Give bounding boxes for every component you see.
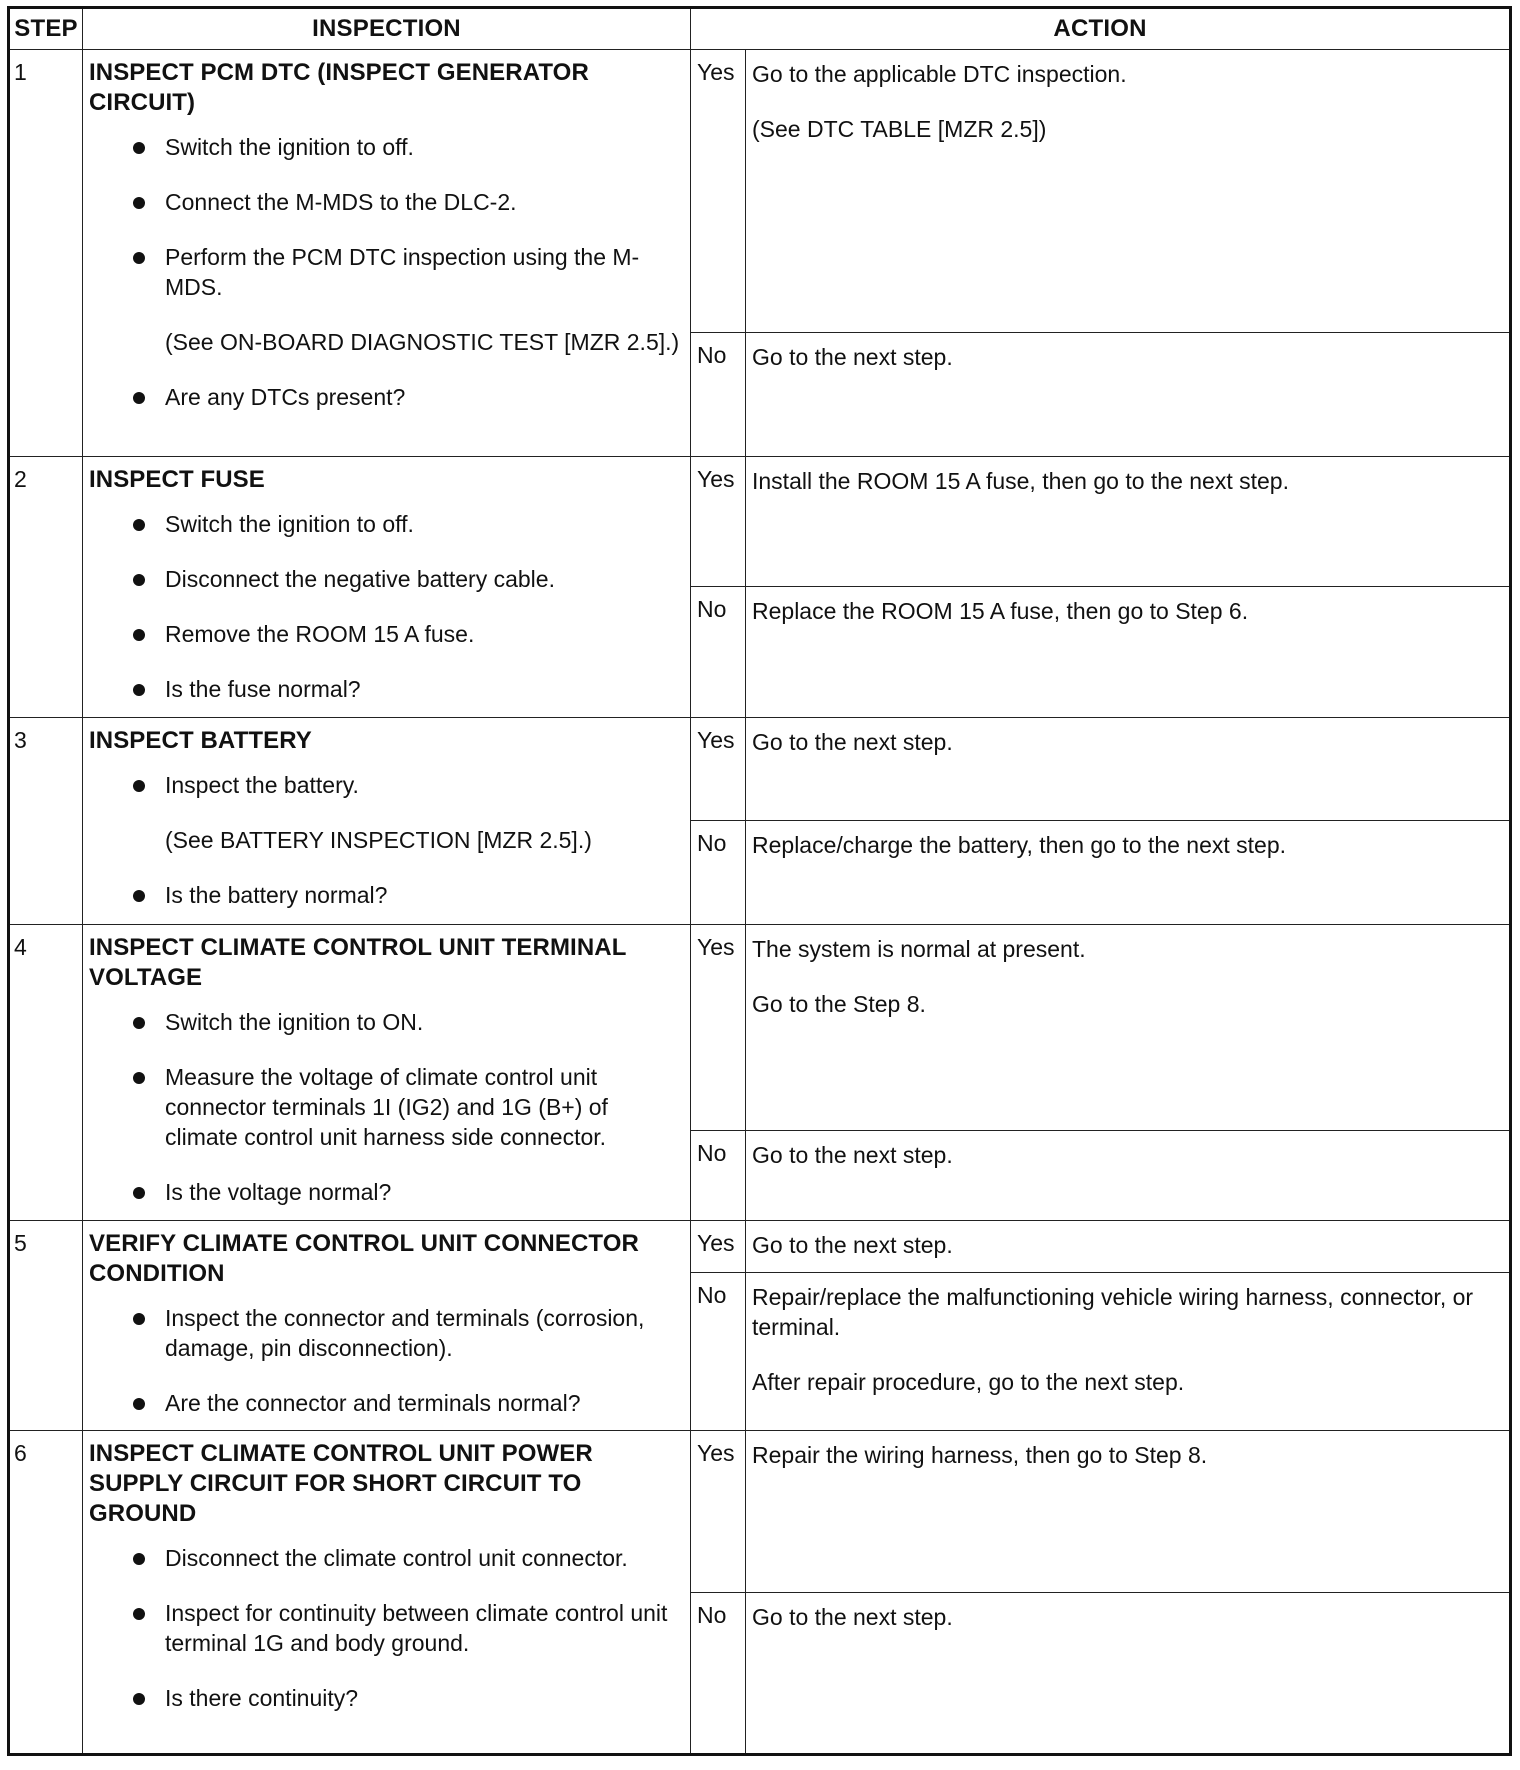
bullet-icon <box>133 1608 145 1620</box>
table-row <box>9 50 1511 333</box>
inspection-cell <box>83 1221 691 1431</box>
inspection-title: VERIFY CLIMATE CONTROL UNIT CONNECTOR CONDITION <box>89 1230 639 1287</box>
inspection-cell <box>83 1431 691 1755</box>
inspection-bullet <box>89 770 680 800</box>
inspection-bullet <box>89 880 680 910</box>
yes-action <box>746 457 1511 587</box>
inspection-bullet <box>89 1598 680 1658</box>
bullet-text: Is the fuse normal? <box>165 676 361 702</box>
inspection-title: INSPECT PCM DTC (INSPECT GENERATOR CIRCUIT) <box>89 59 589 116</box>
no-action <box>746 587 1511 718</box>
header-action: ACTION <box>691 8 1511 50</box>
action-line: Go to the applicable DTC inspection. <box>752 61 1127 87</box>
inspection-bullet <box>89 1303 680 1363</box>
bullet-icon <box>133 629 145 641</box>
bullet-icon <box>133 780 145 792</box>
action-line: (See DTC TABLE [MZR 2.5]) <box>752 116 1047 142</box>
action-line: After repair procedure, go to the next step. <box>752 1369 1185 1395</box>
action-line: Repair the wiring harness, then go to Step 8. <box>752 1442 1208 1468</box>
bullet-icon <box>133 1313 145 1325</box>
bullet-icon <box>133 1072 145 1084</box>
bullet-text: Switch the ignition to off. <box>165 511 414 537</box>
action-line: Go to the next step. <box>752 344 953 370</box>
bullet-icon <box>133 142 145 154</box>
bullet-text: Measure the voltage of climate control unit connector terminals 1I (IG2) and 1G (B+) of climate control unit harness side connector. <box>165 1064 608 1150</box>
inspection-title: INSPECT FUSE <box>89 466 265 493</box>
table-row <box>9 457 1511 587</box>
inspection-bullet <box>89 1177 680 1207</box>
no-label: No <box>691 1131 746 1221</box>
step-number: 6 <box>9 1431 83 1755</box>
inspection-title: INSPECT BATTERY <box>89 727 312 754</box>
no-label: No <box>691 1593 746 1755</box>
bullet-text: Is there continuity? <box>165 1685 359 1711</box>
action-line: The system is normal at present. <box>752 936 1086 962</box>
inspection-bullet <box>89 1007 680 1037</box>
yes-label: Yes <box>691 718 746 821</box>
no-label: No <box>691 587 746 718</box>
table-row <box>9 925 1511 1131</box>
table-header-row <box>9 8 1511 50</box>
action-line: Install the ROOM 15 A fuse, then go to the next step. <box>752 468 1289 494</box>
bullet-text: Inspect the battery. <box>165 772 359 798</box>
bullet-icon <box>133 392 145 404</box>
inspection-bullet <box>89 1683 680 1713</box>
inspection-cell <box>83 457 691 718</box>
yes-action <box>746 925 1511 1131</box>
table-row <box>9 1431 1511 1593</box>
bullet-text: Is the voltage normal? <box>165 1179 392 1205</box>
bullet-text: Inspect for continuity between climate control unit terminal 1G and body ground. <box>165 1600 668 1656</box>
action-line: Replace/charge the battery, then go to the next step. <box>752 832 1287 858</box>
inspection-bullet <box>89 619 680 649</box>
action-line: Go to the next step. <box>752 1142 953 1168</box>
bullet-icon <box>133 574 145 586</box>
no-action <box>746 1593 1511 1755</box>
inspection-title: INSPECT CLIMATE CONTROL UNIT POWER SUPPLY CIRCUIT FOR SHORT CIRCUIT TO GROUND <box>89 1440 593 1527</box>
inspection-cell <box>83 718 691 925</box>
inspection-bullet <box>89 1543 680 1573</box>
inspection-bullet <box>89 1388 680 1418</box>
yes-action <box>746 718 1511 821</box>
table-body <box>9 50 1511 1755</box>
bullet-text: Remove the ROOM 15 A fuse. <box>165 621 475 647</box>
yes-label: Yes <box>691 50 746 333</box>
yes-label: Yes <box>691 457 746 587</box>
action-line: Go to the next step. <box>752 1232 953 1258</box>
bullet-icon <box>133 1553 145 1565</box>
bullet-text: Connect the M-MDS to the DLC-2. <box>165 189 517 215</box>
inspection-bullet <box>89 1062 680 1152</box>
bullet-icon <box>133 890 145 902</box>
inspection-cell <box>83 50 691 457</box>
step-number: 5 <box>9 1221 83 1431</box>
bullet-icon <box>133 1187 145 1199</box>
yes-action <box>746 1221 1511 1273</box>
no-action <box>746 1273 1511 1431</box>
bullet-icon <box>133 1693 145 1705</box>
inspection-bullet <box>89 132 680 162</box>
bullet-icon <box>133 252 145 264</box>
inspection-bullet <box>89 509 680 539</box>
bullet-text: Perform the PCM DTC inspection using the M-MDS. <box>165 244 640 300</box>
yes-label: Yes <box>691 1431 746 1593</box>
action-line: Go to the Step 8. <box>752 991 926 1017</box>
bullet-icon <box>133 1398 145 1410</box>
step-number: 3 <box>9 718 83 925</box>
inspection-bullet <box>89 242 680 302</box>
no-action <box>746 821 1511 925</box>
inspection-bullet <box>89 564 680 594</box>
inspection-bullet <box>89 674 680 704</box>
action-line: Go to the next step. <box>752 729 953 755</box>
action-line: Go to the next step. <box>752 1604 953 1630</box>
no-action <box>746 333 1511 457</box>
no-action <box>746 1131 1511 1221</box>
yes-action <box>746 1431 1511 1593</box>
inspection-note: (See BATTERY INSPECTION [MZR 2.5].) <box>165 827 592 853</box>
inspection-bullet <box>89 382 680 412</box>
bullet-text: Switch the ignition to off. <box>165 134 414 160</box>
no-label: No <box>691 1273 746 1431</box>
yes-label: Yes <box>691 1221 746 1273</box>
yes-label: Yes <box>691 925 746 1131</box>
bullet-icon <box>133 1017 145 1029</box>
step-number: 1 <box>9 50 83 457</box>
inspection-title: INSPECT CLIMATE CONTROL UNIT TERMINAL VOLTAGE <box>89 934 627 991</box>
yes-action <box>746 50 1511 333</box>
bullet-text: Disconnect the climate control unit connector. <box>165 1545 628 1571</box>
header-inspection: INSPECTION <box>83 8 691 50</box>
bullet-icon <box>133 197 145 209</box>
inspection-cell <box>83 925 691 1221</box>
bullet-icon <box>133 684 145 696</box>
step-number: 2 <box>9 457 83 718</box>
no-label: No <box>691 821 746 925</box>
bullet-text: Switch the ignition to ON. <box>165 1009 424 1035</box>
diagnostic-table <box>7 6 1512 1756</box>
bullet-text: Disconnect the negative battery cable. <box>165 566 555 592</box>
no-label: No <box>691 333 746 457</box>
table-row <box>9 718 1511 821</box>
inspection-note: (See ON-BOARD DIAGNOSTIC TEST [MZR 2.5].) <box>165 329 680 355</box>
table-row <box>9 1221 1511 1273</box>
action-line: Repair/replace the malfunctioning vehicle wiring harness, connector, or terminal. <box>752 1284 1474 1340</box>
step-number: 4 <box>9 925 83 1221</box>
action-line: Replace the ROOM 15 A fuse, then go to Step 6. <box>752 598 1249 624</box>
bullet-icon <box>133 519 145 531</box>
bullet-text: Are any DTCs present? <box>165 384 406 410</box>
header-step: STEP <box>9 8 83 50</box>
inspection-bullet <box>89 187 680 217</box>
bullet-text: Are the connector and terminals normal? <box>165 1390 581 1416</box>
bullet-text: Inspect the connector and terminals (corrosion, damage, pin disconnection). <box>165 1305 645 1361</box>
bullet-text: Is the battery normal? <box>165 882 388 908</box>
